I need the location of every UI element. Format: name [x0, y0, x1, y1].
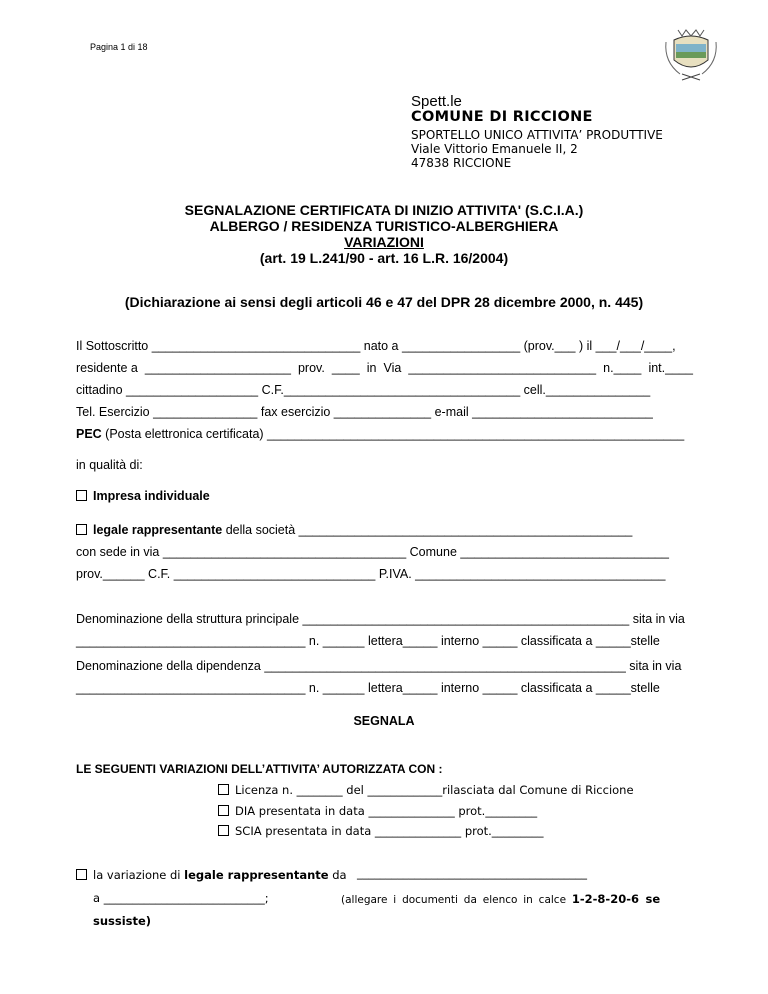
pec-label: PEC	[76, 427, 102, 441]
field-prov-cf-piva[interactable]: prov.______ C.F. _____________________________ P.IVA. ____________________________________	[76, 567, 666, 581]
variazione-pre: la variazione di	[93, 868, 185, 882]
allegare-note	[341, 892, 660, 906]
title-line3: VARIAZIONI	[344, 234, 424, 250]
address-comune: COMUNE DI RICCIONE	[411, 109, 593, 125]
autorizzazione-licenza[interactable]	[218, 783, 634, 797]
scia-label: SCIA presentata in data _______________ prot._________	[235, 824, 544, 838]
address-street: Viale Vittorio Emanuele II, 2	[411, 142, 578, 156]
autorizzazione-scia[interactable]	[218, 824, 544, 838]
licenza-label: Licenza n. ________ del _____________rilasciata dal Comune di Riccione	[235, 783, 634, 797]
via-blank[interactable]: ___________________________	[408, 361, 597, 375]
checkbox-scia[interactable]	[218, 825, 229, 836]
numero-blank[interactable]: n.____	[603, 361, 642, 375]
comune-crest-icon	[660, 22, 722, 84]
field-principale-indirizzo[interactable]: _________________________________ n. ______ lettera_____ interno _____ classificata a _____stelle	[76, 634, 660, 648]
title-line2: ALBERGO / RESIDENZA TURISTICO-ALBERGHIERA	[209, 218, 559, 234]
variazioni-heading: LE SEGUENTI VARIAZIONI DELL’ATTIVITA’ AUTORIZZATA CON :	[76, 762, 443, 776]
variazione-post: da	[328, 868, 347, 882]
declaration: (Dichiarazione ai sensi degli articoli 46 e 47 del DPR 28 dicembre 2000, n. 445)	[124, 294, 644, 310]
field-dipendenza-indirizzo[interactable]: _________________________________ n. ______ lettera_____ interno _____ classificata a _____stelle	[76, 681, 660, 695]
variazione-da-blank[interactable]: ________________________________________	[357, 866, 587, 880]
option-legale[interactable]	[76, 523, 632, 537]
address-office: SPORTELLO UNICO ATTIVITA’ PRODUTTIVE	[411, 128, 663, 142]
field-cittadino[interactable]: cittadino ___________________ C.F.__________________________________ cell._______________	[76, 383, 651, 397]
sussiste-text: sussiste)	[93, 914, 152, 928]
field-struttura-principale[interactable]: Denominazione della struttura principale _______________________________________________ sita in via	[76, 612, 685, 626]
autorizzazione-dia[interactable]	[218, 804, 537, 818]
allegare-bold: 1-2-8-20-6 se	[571, 892, 661, 906]
in-label: in	[366, 361, 377, 375]
via-label: Via	[383, 361, 402, 375]
legale-rest: della società ________________________________________________	[222, 523, 633, 537]
page-number: Pagina 1 di 18	[90, 42, 148, 52]
checkbox-impresa[interactable]	[76, 490, 87, 501]
checkbox-dia[interactable]	[218, 805, 229, 816]
field-telefono[interactable]: Tel. Esercizio _______________ fax esercizio ______________ e-mail __________________________	[76, 405, 653, 419]
field-pec[interactable]	[76, 427, 684, 441]
pec-blank: (Posta elettronica certificata) ____________________________________________________________	[101, 427, 685, 441]
variazione-a-blank[interactable]: a ____________________________;	[93, 891, 269, 905]
checkbox-legale[interactable]	[76, 524, 87, 535]
field-dipendenza[interactable]: Denominazione della dipendenza ____________________________________________________ sita in via	[76, 659, 682, 673]
segnala-heading: SEGNALA	[353, 714, 415, 728]
address-salutation: Spett.le	[411, 93, 462, 110]
legale-label: legale rappresentante	[93, 523, 223, 537]
field-sottoscritto[interactable]: Il Sottoscritto ______________________________ nato a _________________ (prov.___ ) il ___/___/____,	[76, 339, 676, 353]
title-line1: SEGNALAZIONE CERTIFICATA DI INIZIO ATTIVITA' (S.C.I.A.)	[184, 202, 584, 218]
dia-label: DIA presentata in data _______________ prot._________	[235, 804, 538, 818]
residente-label: residente a	[76, 361, 138, 375]
title-line3-wrap	[0, 234, 768, 250]
field-sede[interactable]: con sede in via ___________________________________ Comune ______________________________	[76, 545, 669, 559]
allegare-text: (allegare i documenti da elenco in calce	[341, 894, 567, 906]
interno-blank[interactable]: int.____	[648, 361, 693, 375]
field-residente[interactable]	[76, 361, 693, 375]
prov-blank[interactable]: ____	[331, 361, 360, 375]
checkbox-variazione-legale[interactable]	[76, 869, 87, 880]
residente-blank[interactable]: _____________________	[144, 361, 291, 375]
option-variazione-legale[interactable]	[76, 868, 347, 882]
title-line4: (art. 19 L.241/90 - art. 16 L.R. 16/2004)	[259, 250, 509, 266]
in-qualita-label: in qualità di:	[76, 458, 143, 472]
variazione-bold: legale rappresentante	[184, 868, 329, 882]
option-impresa[interactable]	[76, 489, 210, 503]
address-city: 47838 RICCIONE	[411, 156, 512, 170]
checkbox-licenza[interactable]	[218, 784, 229, 795]
prov-label: prov.	[297, 361, 325, 375]
impresa-label: Impresa individuale	[93, 489, 210, 503]
